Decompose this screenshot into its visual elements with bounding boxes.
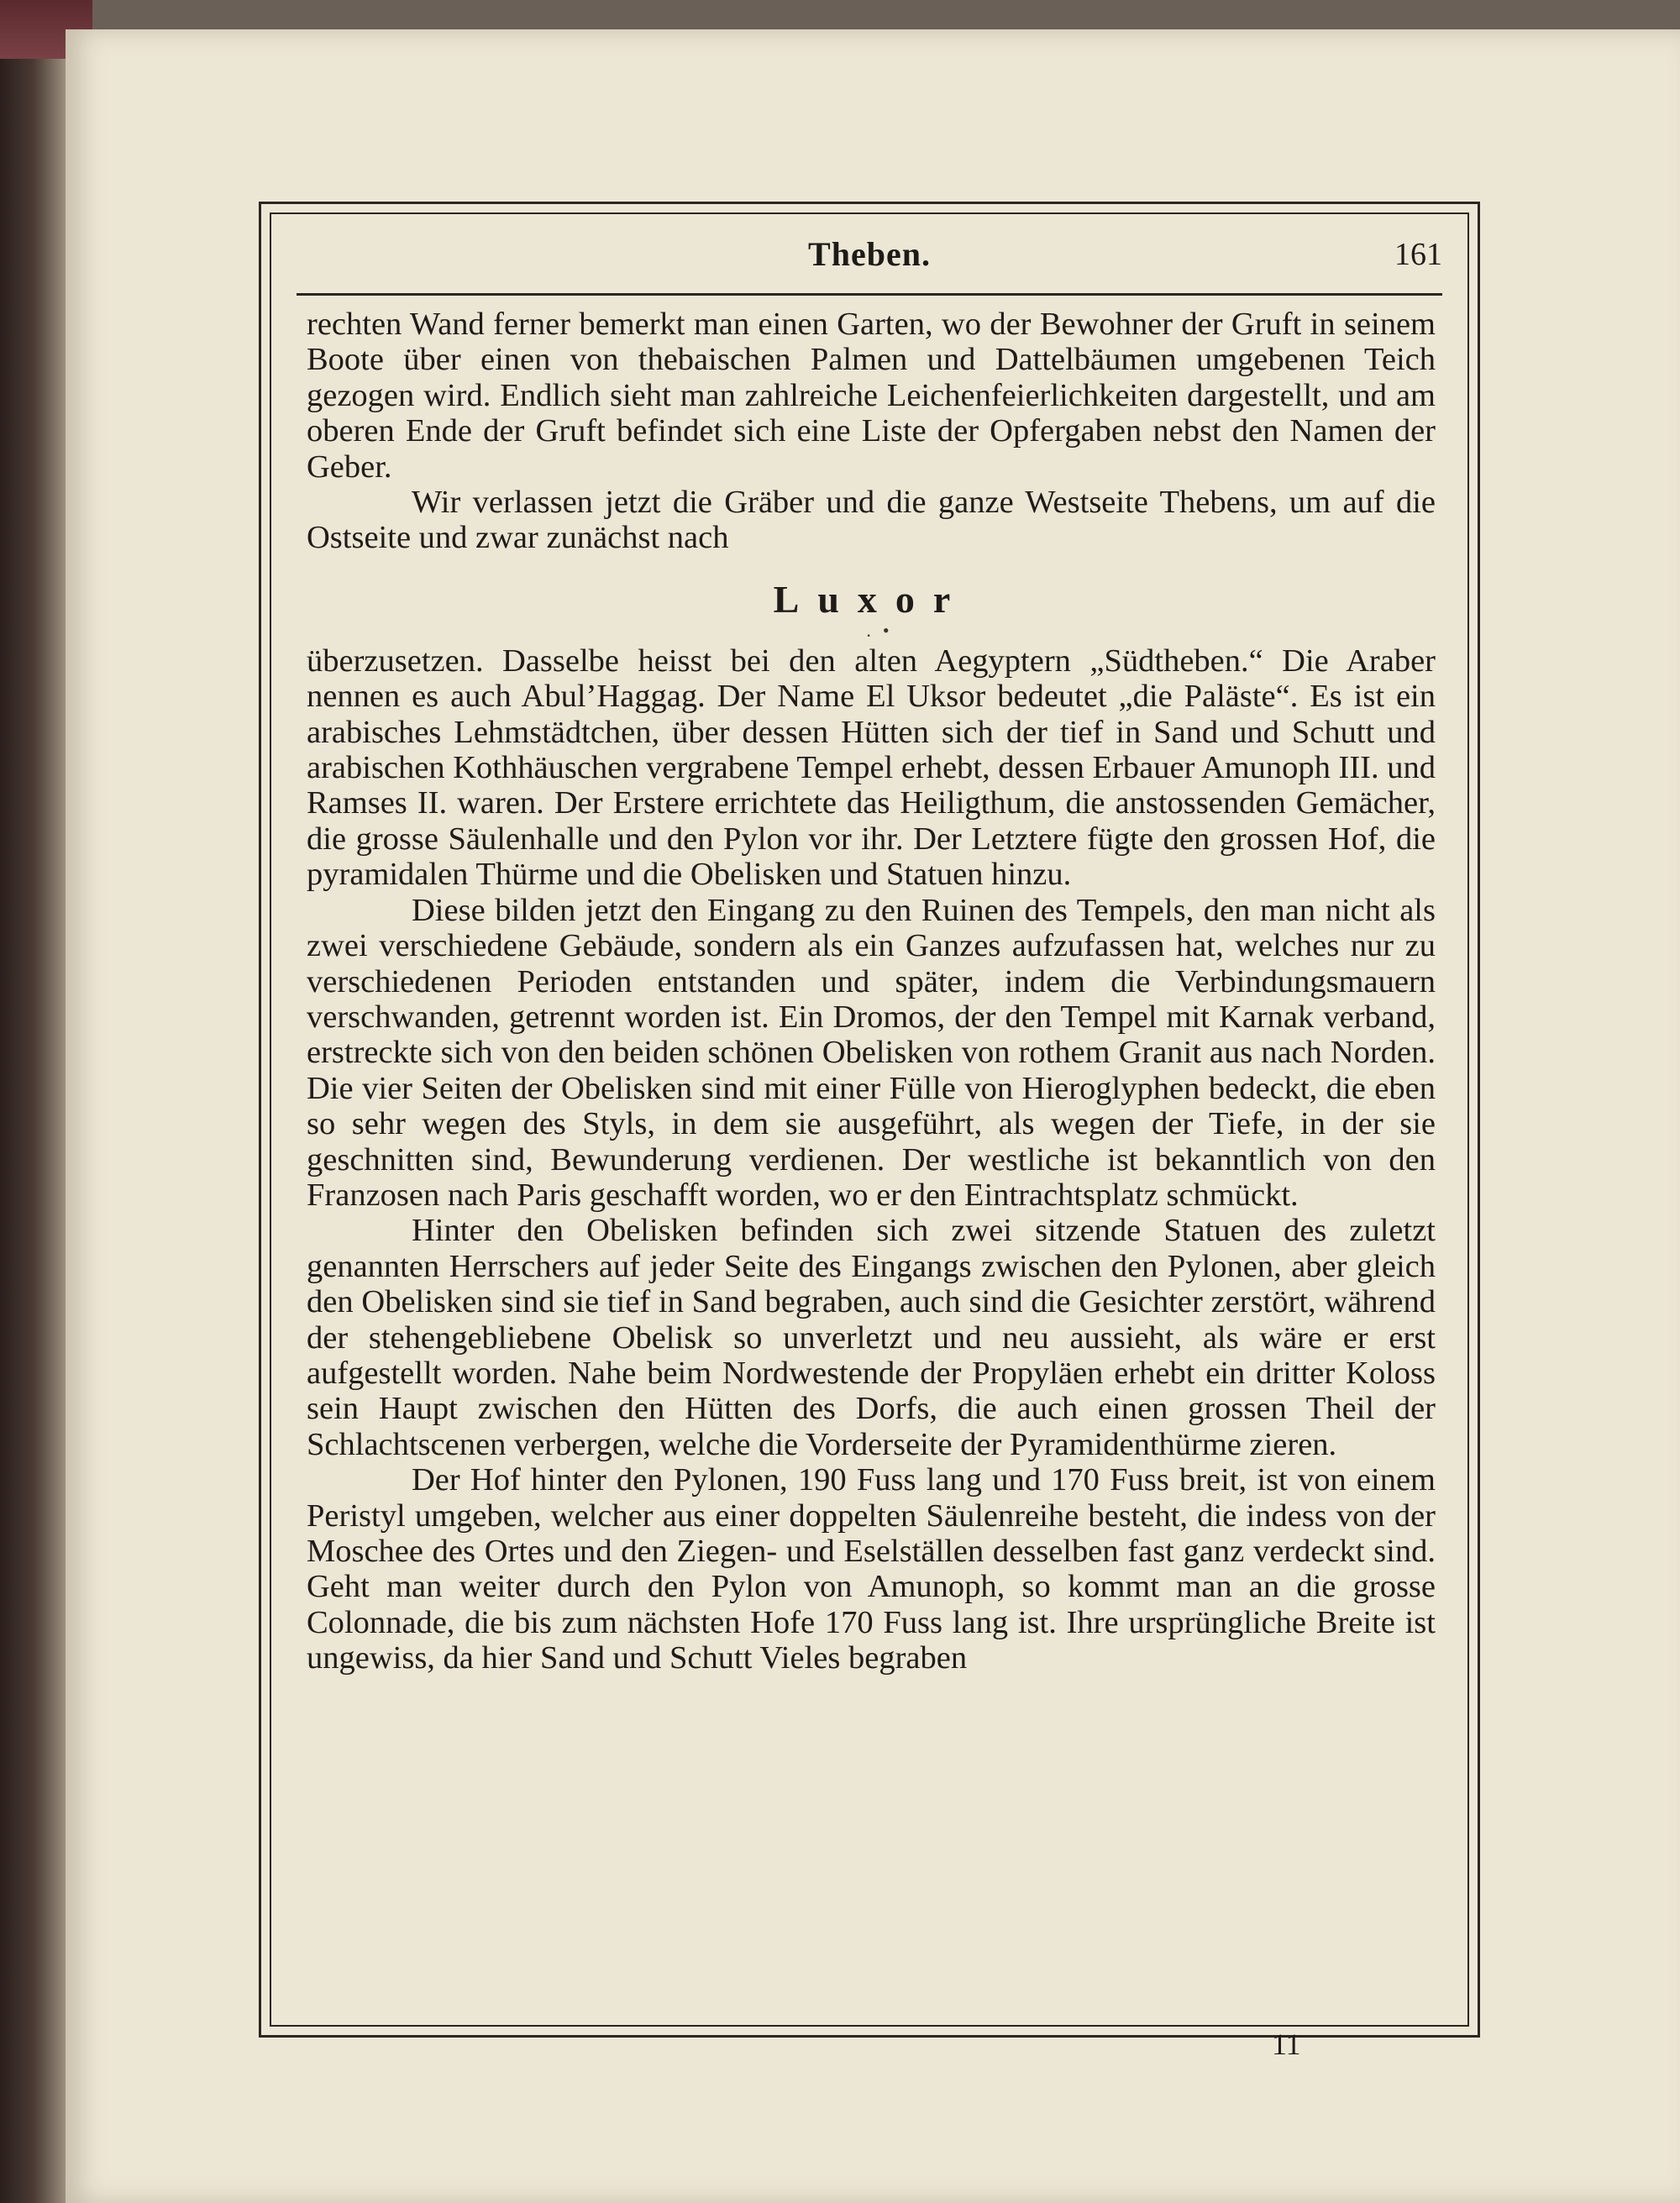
book-spine: [0, 0, 76, 2203]
header-rule: [297, 293, 1442, 296]
section-heading: Luxor: [773, 577, 969, 621]
paragraph-2: Wir verlassen jetzt die Gräber und die ganze Westseite Thebens, um auf die Ostseite und zwar zunächst nach: [307, 485, 1436, 556]
paragraph-3: überzusetzen. Dasselbe heisst bei den alten Aegyptern „Südtheben.“ Die Araber nennen es auch Abul’Haggag. Der Name El Uksor bedeutet „die Paläste“. Es ist ein arabisches Lehmstädtchen, über dessen Hütten sich der tief in Sand und Schutt und arabischen Kothhäuschen vergrabene Tempel erhebt, dessen Erbauer Amunoph III. und Ramses II. waren. Der Erstere errichtete das Heiligthum, die anstossenden Gemächer, die grosse Säulenhalle und den Pylon vor ihr. Der Letztere fügte den grossen Hof, die pyramidalen Thürme und die Obelisken und Statuen hinzu.: [307, 643, 1436, 893]
running-title: Theben.: [808, 235, 931, 273]
body-text: [307, 307, 1436, 2000]
page-frame-inner: [270, 212, 1469, 2027]
paragraph-1: rechten Wand ferner bemerkt man einen Garten, wo der Bewohner der Gruft in seinem Boote über einen von thebaischen Palmen und Dattelbäumen umgebenen Teich gezogen wird. Endlich sieht man zahlreiche Leichenfeierlichkeiten dargestellt, und am oberen Ende der Gruft befindet sich eine Liste der Opfergaben nebst den Namen der Geber.: [307, 307, 1436, 485]
running-head: [297, 233, 1442, 275]
paragraph-4: Diese bilden jetzt den Eingang zu den Ruinen des Tempels, den man nicht als zwei verschiedene Gebäude, sondern als ein Ganzes aufzufassen hat, welches nur zu verschiedenen Perioden entstanden und später, indem die Verbindungsmauern verschwanden, getrennt worden ist. Ein Dromos, der den Tempel mit Karnak verband, erstreckte sich von den beiden schönen Obelisken von rothem Granit aus nach Norden. Die vier Seiten der Obelisken sind mit einer Fülle von Hieroglyphen bedeckt, die eben so sehr wegen des Styls, in dem sie ausgeführt, als wegen der Tiefe, in der sie geschnitten sind, Bewunderung verdienen. Der westliche ist bekanntlich von den Franzosen nach Paris geschafft worden, wo er den Eintrachtsplatz schmückt.: [307, 892, 1436, 1213]
book-page: [66, 29, 1680, 2203]
ornament-dots: .•: [866, 619, 901, 641]
page-number: 161: [1394, 237, 1442, 272]
paragraph-5: Hinter den Obelisken befinden sich zwei sitzende Statuen des zuletzt genannten Herrschers auf jeder Seite des Eingangs zwischen den Pylonen, aber gleich den Obelisken sind sie tief in Sand begraben, auch sind die Gesichter zerstört, während der stehengebliebene Obelisk so unverletzt und neu aussieht, als wäre er erst aufgestellt worden. Nahe beim Nordwestende der Propyläen erhebt ein dritter Koloss sein Haupt zwischen den Hütten des Dorfs, die auch einen grossen Theil der Schlachtscenen verbergen, welche die Vorderseite der Pyramidenthürme zieren.: [307, 1213, 1436, 1462]
signature-mark: 11: [1272, 2027, 1301, 2061]
page-frame: [259, 202, 1480, 2038]
paragraph-6: Der Hof hinter den Pylonen, 190 Fuss lang und 170 Fuss breit, ist von einem Peristyl umgeben, welcher aus einer doppelten Säulenreihe besteht, die indess von der Moschee des Ortes und den Ziegen- und Eselställen desselben fast ganz verdeckt sind. Geht man weiter durch den Pylon von Amunoph, so kommt man an die grosse Colonnade, die bis zum nächsten Hofe 170 Fuss lang ist. Ihre ursprüngliche Breite ist ungewiss, da hier Sand und Schutt Vieles begraben: [307, 1462, 1436, 1676]
